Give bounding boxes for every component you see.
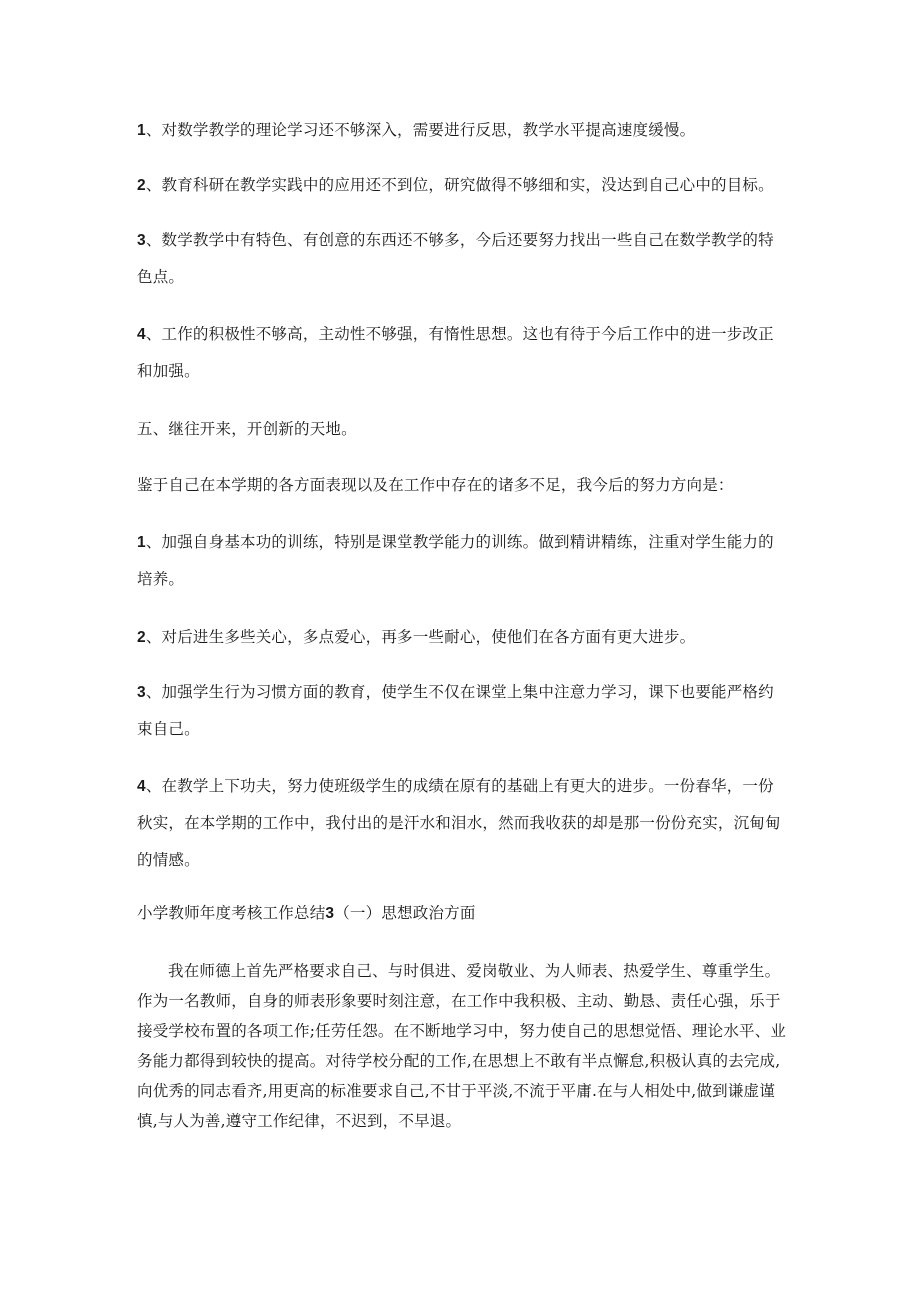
item-text: 、数学教学中有特色、有创意的东西还不够多，今后还要努力找出一些自己在数学教学的特色点。 <box>137 231 774 286</box>
body-paragraph: 我在师德上首先严格要求自己、与时俱进、爱岗敬业、为人师表、热爱学生、尊重学生。作为一名教师，自身的师表形象要时刻注意，在工作中我积极、主动、勤恳、责任心强，乐于接受学校布置的各项工作;任劳任怨。在不断地学习中，努力使自己的思想觉悟、理论水平、业务能力都得到较快的提高。对待学校分配的工作,在思想上不敢有半点懈怠,积极认真的去完成,向优秀的同志看齐,用更高的标准要求自己,不甘于平淡,不流于平庸.在与人相处中,做到谦虚谨慎,与人为善,遵守工作纪律，不迟到，不早退。 <box>137 962 787 1130</box>
item-number: 1 <box>137 122 146 139</box>
heading-number: 3 <box>325 905 335 922</box>
goal-item-2 <box>137 619 787 656</box>
item-number: 3 <box>137 232 146 249</box>
deficiency-item-3 <box>137 222 787 296</box>
deficiency-item-4 <box>137 316 787 390</box>
deficiency-item-2 <box>137 167 787 204</box>
item-text: 、加强学生行为习惯方面的教育，使学生不仅在课堂上集中注意力学习，课下也要能严格约束自己。 <box>137 683 774 738</box>
item-number: 2 <box>137 629 146 646</box>
item-number: 2 <box>137 177 146 194</box>
item-text: 、对数学教学的理论学习还不够深入，需要进行反思，教学水平提高速度缓慢。 <box>145 121 696 139</box>
summary-heading <box>137 895 787 932</box>
item-text: 、教育科研在教学实践中的应用还不到位，研究做得不够细和实，没达到自己心中的目标。 <box>145 176 774 194</box>
item-text: 、工作的积极性不够高，主动性不够强，有惰性思想。这也有待于今后工作中的进一步改正和加强。 <box>137 325 774 380</box>
section-heading-5: 五、继往开来，开创新的天地。 <box>137 420 357 438</box>
heading-prefix: 小学教师年度考核工作总结 <box>137 904 326 922</box>
item-number: 3 <box>137 684 146 701</box>
intro-paragraph: 鉴于自己在本学期的各方面表现以及在工作中存在的诸多不足，我今后的努力方向是： <box>137 476 734 494</box>
item-number: 4 <box>137 778 146 795</box>
item-text: 、对后进生多些关心，多点爱心，再多一些耐心，使他们在各方面有更大进步。 <box>145 628 696 646</box>
item-text: 、在教学上下功夫，努力使班级学生的成绩在原有的基础上有更大的进步。一份春华，一份秋实，在本学期的工作中，我付出的是汗水和泪水，然而我收获的却是那一份份充实，沉甸甸的情感。 <box>137 777 781 869</box>
heading-suffix: （一）思想政治方面 <box>334 904 476 922</box>
item-number: 4 <box>137 326 146 343</box>
goal-item-3 <box>137 674 787 748</box>
goal-item-4 <box>137 768 787 879</box>
goal-item-1 <box>137 524 787 598</box>
deficiency-item-1 <box>137 112 787 149</box>
item-text: 、加强自身基本功的训练，特别是课堂教学能力的训练。做到精讲精练，注重对学生能力的培养。 <box>137 533 774 588</box>
item-number: 1 <box>137 534 146 551</box>
